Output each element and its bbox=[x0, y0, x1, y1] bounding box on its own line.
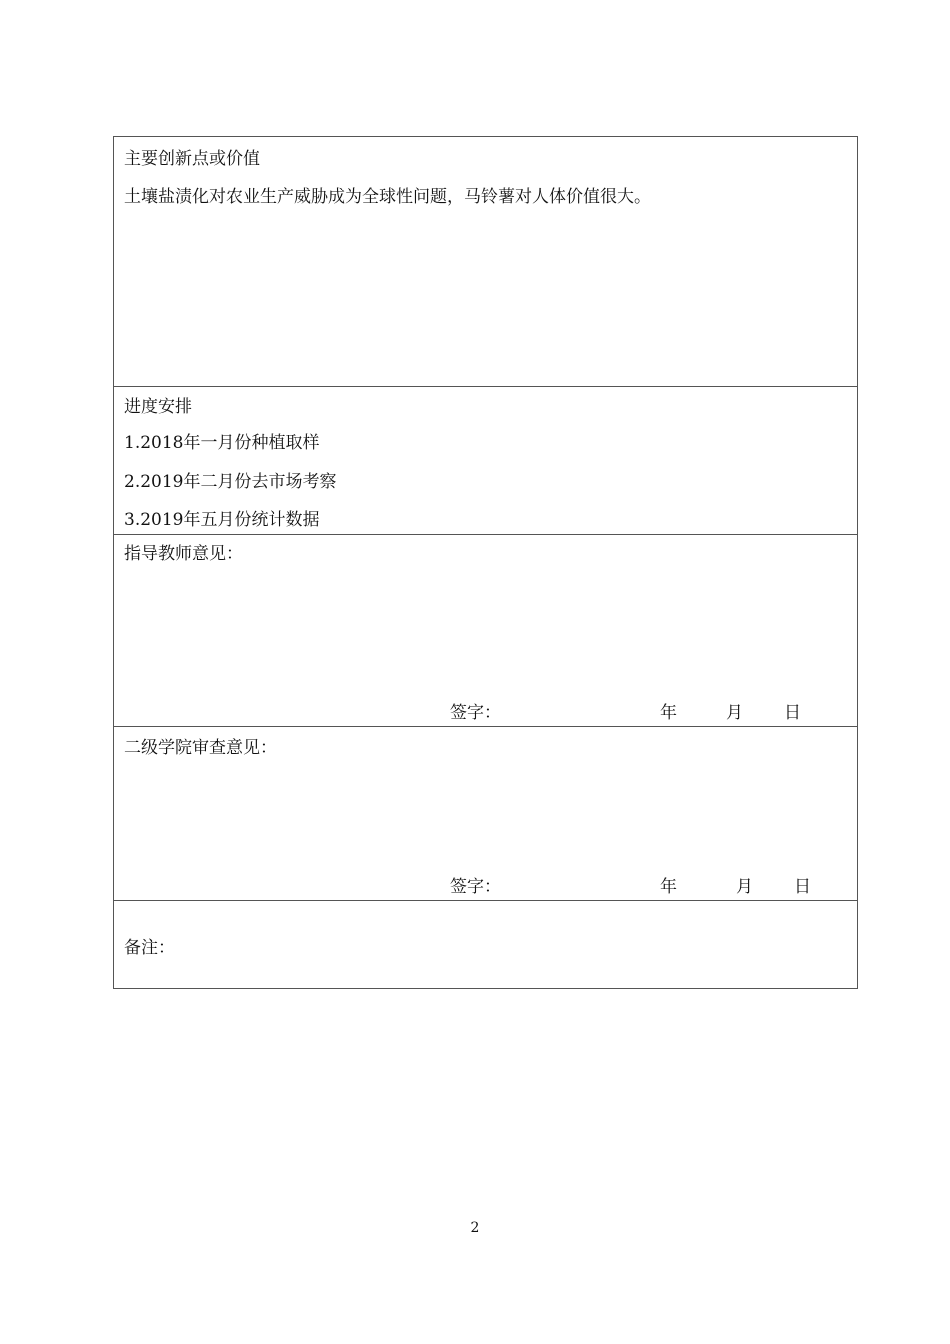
schedule-item: 2.2019年二月份去市场考察 bbox=[124, 472, 337, 492]
advisor-month-label: 月 bbox=[726, 703, 743, 723]
advisor-opinion-section bbox=[114, 535, 857, 727]
advisor-heading: 指导教师意见： bbox=[124, 544, 243, 564]
remarks-section bbox=[114, 901, 857, 988]
remarks-heading: 备注： bbox=[124, 938, 175, 958]
college-day-label: 日 bbox=[794, 877, 811, 897]
proposal-form-table bbox=[113, 136, 858, 989]
college-signature-label: 签字： bbox=[450, 877, 501, 897]
schedule-item: 3.2019年五月份统计数据 bbox=[124, 510, 320, 530]
college-heading: 二级学院审查意见： bbox=[124, 738, 277, 758]
advisor-signature-label: 签字： bbox=[450, 703, 501, 723]
schedule-item: 1.2018年一月份种植取样 bbox=[124, 433, 320, 453]
innovation-text: 土壤盐渍化对农业生产威胁成为全球性问题，马铃薯对人体价值很大。 bbox=[124, 187, 651, 207]
schedule-section bbox=[114, 387, 857, 535]
innovation-section bbox=[114, 137, 857, 387]
innovation-heading: 主要创新点或价值 bbox=[124, 149, 260, 169]
college-year-label: 年 bbox=[660, 877, 677, 897]
college-review-section bbox=[114, 727, 857, 901]
college-month-label: 月 bbox=[736, 877, 753, 897]
advisor-year-label: 年 bbox=[660, 703, 677, 723]
advisor-day-label: 日 bbox=[784, 703, 801, 723]
schedule-heading: 进度安排 bbox=[124, 397, 192, 417]
page-number: 2 bbox=[470, 1220, 480, 1236]
